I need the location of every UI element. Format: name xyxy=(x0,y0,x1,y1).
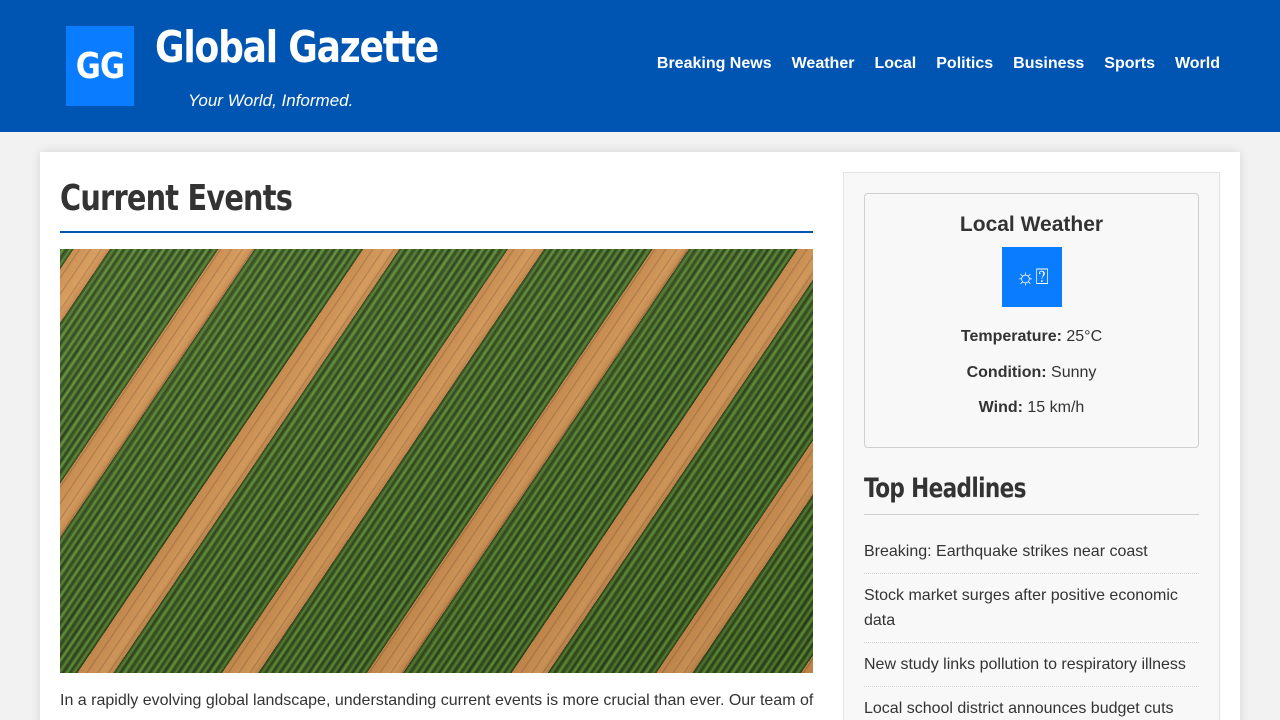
site-title[interactable]: Global Gazette xyxy=(155,22,439,73)
page-title: Current Events xyxy=(60,178,293,219)
nav-local[interactable]: Local xyxy=(874,55,917,72)
site-tagline: Your World, Informed. xyxy=(188,91,354,110)
logo-text: GG xyxy=(75,45,125,87)
headlines-title: Top Headlines xyxy=(864,473,1026,504)
weather-widget xyxy=(864,193,1199,448)
nav-politics[interactable]: Politics xyxy=(936,55,994,72)
temperature-label: Temperature: xyxy=(960,328,1062,345)
weather-wind xyxy=(865,399,1198,417)
site-logo[interactable] xyxy=(66,26,134,106)
sidebar xyxy=(843,172,1220,720)
weather-temperature xyxy=(865,328,1198,346)
headlines-divider xyxy=(864,514,1199,515)
nav-world[interactable]: World xyxy=(1174,55,1220,72)
wind-label: Wind: xyxy=(978,399,1023,416)
condition-label: Condition: xyxy=(966,364,1047,381)
nav-weather[interactable]: Weather xyxy=(791,55,855,72)
site-header xyxy=(0,0,1280,132)
headline-item[interactable]: New study links pollution to respiratory illness xyxy=(864,643,1199,687)
headline-item[interactable]: Breaking: Earthquake strikes near coast xyxy=(864,531,1199,574)
headline-item[interactable]: Stock market surges after positive economic data xyxy=(864,574,1199,643)
weather-condition xyxy=(865,364,1198,382)
wind-value: 15 km/h xyxy=(1027,399,1085,416)
headlines-list xyxy=(864,531,1199,720)
field-texture xyxy=(60,249,813,673)
heading-divider xyxy=(60,231,813,233)
nav-business[interactable]: Business xyxy=(1013,55,1085,72)
weather-icon-glyph: ☼⍰ xyxy=(1015,264,1049,289)
temperature-value: 25°C xyxy=(1066,328,1103,345)
condition-value: Sunny xyxy=(1051,364,1097,381)
content-card xyxy=(40,152,1240,720)
hero-image xyxy=(60,249,813,673)
nav-sports[interactable]: Sports xyxy=(1104,55,1155,72)
nav-breaking-news[interactable]: Breaking News xyxy=(656,55,772,72)
weather-title: Local Weather xyxy=(959,213,1104,236)
intro-paragraph: In a rapidly evolving global landscape, understanding current events is more crucial than ever. Our team of xyxy=(60,692,814,709)
sun-icon xyxy=(1002,247,1062,307)
headline-item[interactable]: Local school district announces budget cuts xyxy=(864,687,1199,720)
main-nav xyxy=(657,55,1220,73)
